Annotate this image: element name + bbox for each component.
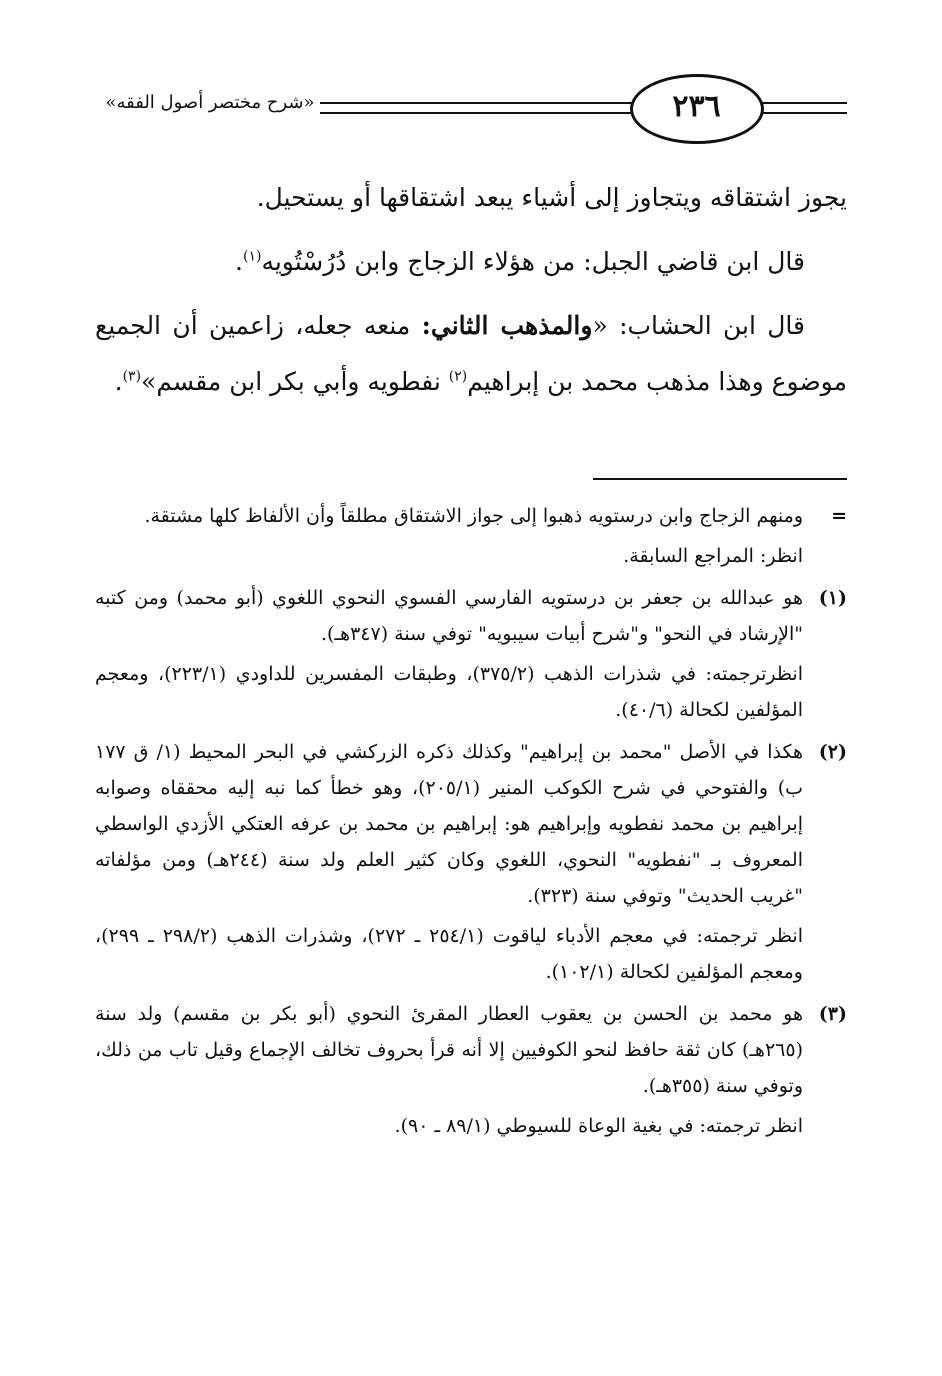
main-text bbox=[95, 170, 847, 418]
footnote-2-marker: (٢) bbox=[818, 741, 847, 763]
paragraph-3-end: . bbox=[114, 367, 123, 396]
footnote-divider bbox=[593, 478, 847, 480]
footnote-1-marker: (١) bbox=[818, 587, 847, 609]
footnote-3-text: هو محمد بن الحسن بن يعقوب العطار المقرئ النحوي (أبو بكر بن مقسم) ولد سنة (٢٦٥هـ) كان ثقة حافظ لنحو الكوفيين إلا أنه قرأ بحروف تخالف الإجماع وقيل تاب من ذلك، وتوفي سنة (٣٥٥هـ). bbox=[95, 1003, 803, 1097]
paragraph-2-end: . bbox=[235, 247, 243, 276]
footnote-2-text: هكذا في الأصل "محمد بن إبراهيم" وكذلك ذكره الزركشي في البحر المحيط (١/ ق ١٧٧ ب) والفتوحي في شرح الكوكب المنير (٢٠٥/١)، وهو خطأ كما نبه إليه محققاه وصوابه إبراهيم بن محمد نفطويه وإبراهيم هو: إبراهيم بن محمد بن عرفه العتكي الأزدي الواسطي المعروف بـ "نفطويه" النحوي، اللغوي وكان كثير العلم ولد سنة (٢٤٤هـ) ومن مؤلفاته "غريب الحديث" وتوفي سنة (٣٢٣). bbox=[95, 741, 803, 907]
paragraph-1-text: يجوز اشتقاقه ويتجاوز إلى أشياء يبعد اشتقاقها أو يستحيل. bbox=[256, 183, 847, 212]
paragraph-3-text-b: منعه جعله، زاعمين أن الجميع موضوع وهذا مذهب محمد بن إبراهيم bbox=[95, 311, 847, 396]
paragraph-2 bbox=[95, 234, 847, 290]
footnotes bbox=[95, 498, 847, 1150]
footnote-1 bbox=[95, 580, 847, 728]
page-number: ٢٣٦ bbox=[630, 74, 764, 144]
paragraph-2-text: قال ابن قاضي الجبل: من هؤلاء الزجاج وابن دُرُسْتُويه bbox=[261, 247, 805, 276]
footnote-ref-2[interactable]: (٢) bbox=[448, 368, 468, 385]
footnote-ref-3[interactable]: (٣) bbox=[122, 368, 142, 385]
paragraph-3-bold: والمذهب الثاني: bbox=[421, 311, 593, 340]
header-double-rule bbox=[320, 102, 847, 114]
running-title: «شرح مختصر أصول الفقه» bbox=[105, 92, 315, 113]
footnote-2 bbox=[95, 734, 847, 990]
paragraph-1 bbox=[95, 170, 847, 226]
footnote-1-reference: انظرترجمته: في شذرات الذهب (٣٧٥/٢)، وطبقات المفسرين للداودي (٢٢٣/١)، ومعجم المؤلفين لكحالة (٤٠/٦). bbox=[95, 663, 804, 721]
paragraph-3 bbox=[95, 298, 847, 410]
paragraph-3-text-c: نفطويه وأبي بكر ابن مقسم» bbox=[141, 367, 449, 396]
footnote-3-reference: انظر ترجمته: في بغية الوعاة للسيوطي (٨٩/١ ـ ٩٠). bbox=[394, 1115, 803, 1137]
footnote-continuation bbox=[95, 498, 847, 574]
continuation-text: ومنهم الزجاج وابن درستويه ذهبوا إلى جواز الاشتقاق مطلقاً وأن الألفاظ كلها مشتقة. bbox=[144, 505, 803, 527]
continuation-marker: = bbox=[831, 505, 847, 527]
page-header bbox=[95, 70, 847, 140]
footnote-ref-1[interactable]: (١) bbox=[242, 248, 262, 265]
footnote-3-marker: (٣) bbox=[818, 1003, 847, 1025]
footnote-1-text: هو عبدالله بن جعفر بن درستويه الفارسي الفسوي النحوي اللغوي (أبو محمد) ومن كتبه "الإرشاد في النحو" و"شرح أبيات سيبويه" توفي سنة (٣٤٧هـ). bbox=[95, 587, 803, 645]
continuation-reference: انظر: المراجع السابقة. bbox=[623, 545, 803, 567]
paragraph-3-text-a: قال ابن الحشاب: « bbox=[592, 311, 805, 340]
footnote-2-reference: انظر ترجمته: في معجم الأدباء لياقوت (٢٥٤/١ ـ ٢٧٢)، وشذرات الذهب (٢٩٨/٢ ـ ٢٩٩)، ومعجم المؤلفين لكحالة (١٠٢/١). bbox=[95, 925, 803, 983]
footnote-3 bbox=[95, 996, 847, 1144]
